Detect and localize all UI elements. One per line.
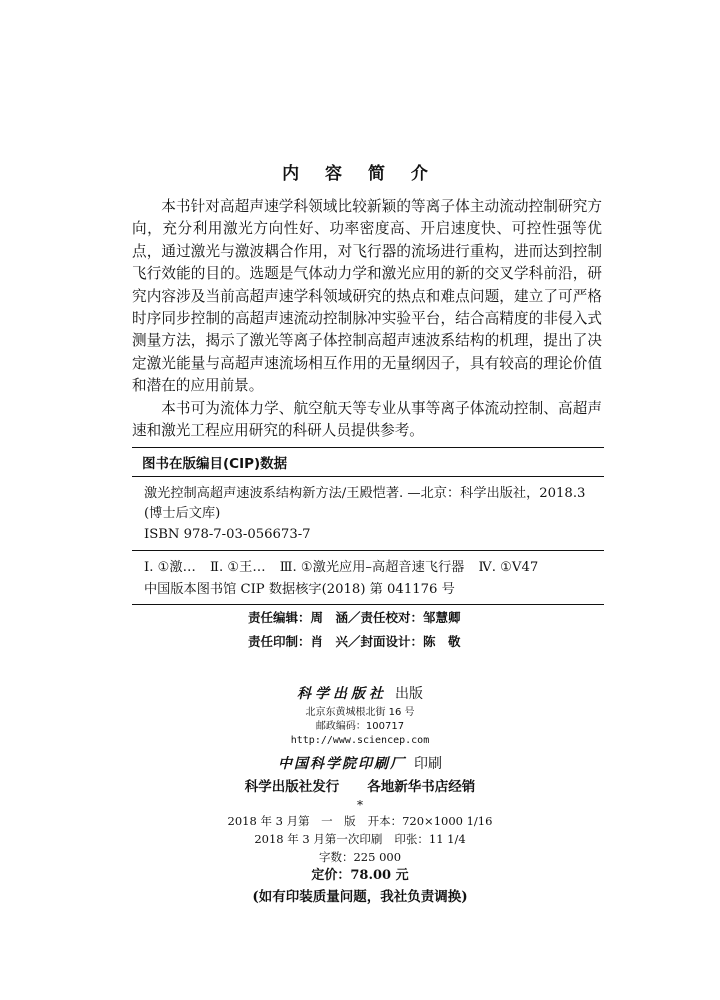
publisher-postcode: 邮政编码：100717 xyxy=(315,721,405,732)
abstract-paragraph: 本书可为流体力学、航空航天等专业从事等离子体流动控制、高超声速和激光工程应用研究的科研人员提供参考。 xyxy=(132,399,602,440)
divider xyxy=(132,604,604,605)
abstract xyxy=(132,196,602,442)
quality-note: (如有印装质量问题，我社负责调换) xyxy=(252,889,468,905)
issuer: 科学出版社发行 xyxy=(244,779,340,795)
page-title: 内 容 简 介 xyxy=(282,164,438,184)
printer-name: 中国科学院印刷厂 xyxy=(278,756,406,772)
cip-heading: 图书在版编目(CIP)数据 xyxy=(142,456,288,472)
edition: 2018 年 3 月第 一 版 xyxy=(227,814,356,828)
price: 定价：78.00 元 xyxy=(311,868,409,883)
publisher-address: 北京东黄城根北街 16 号 xyxy=(305,707,415,718)
distribution-line xyxy=(0,776,720,798)
sheets: 印张：11 1/4 xyxy=(394,832,466,846)
credits-row: 责任印制：肖 兴／封面设计：陈 敬 xyxy=(248,634,461,649)
printing-line xyxy=(0,830,720,848)
classification-item: Ⅱ. ①王… xyxy=(210,560,266,575)
separator-star: * xyxy=(357,798,363,812)
publisher-line xyxy=(0,682,720,706)
seller: 各地新华书店经销 xyxy=(367,779,476,795)
classification-item: Ⅰ. ①激… xyxy=(144,560,196,575)
cip-isbn: ISBN 978-7-03-056673-7 xyxy=(144,527,311,542)
classification-item: Ⅲ. ①激光应用–高超音速飞行器 xyxy=(279,560,465,575)
format: 开本：720×1000 1/16 xyxy=(367,814,493,828)
publish-label: 出版 xyxy=(395,686,423,702)
cip-classification xyxy=(132,551,604,578)
printer-line xyxy=(0,752,720,776)
cip-block xyxy=(132,447,604,605)
publisher-name: 科学出版社 xyxy=(297,686,387,702)
credits xyxy=(248,606,548,654)
credits-row: 责任编辑：周 涵／责任校对：邹慧卿 xyxy=(248,610,461,625)
classification-item: Ⅳ. ①V47 xyxy=(478,560,539,575)
cip-approval: 中国版本图书馆 CIP 数据核字(2018) 第 041176 号 xyxy=(144,582,455,597)
printing: 2018 年 3 月第一次印刷 xyxy=(254,832,383,846)
cip-entry: 激光控制高超声速波系结构新方法/王殿恺著. —北京：科学出版社，2018.3 (博士后文库) xyxy=(144,486,586,521)
publisher-website: http://www.sciencep.com xyxy=(290,735,430,746)
edition-line xyxy=(0,812,720,830)
word-count: 字数：225 000 xyxy=(318,850,402,864)
print-label: 印刷 xyxy=(414,756,442,772)
abstract-paragraph: 本书针对高超声速学科领域比较新颖的等离子体主动流动控制研究方向，充分利用激光方向性好、功率密度高、开启速度快、可控性强等优点，通过激光与激波耦合作用，对飞行器的流场进行重构，进而达到控制飞行效能的目的。选题是气体动力学和激光应用的新的交叉学科前沿，研究内容涉及当前高超声速学科领域研究的热点和难点问题，建立了可严格时序同步控制的高超声速流动控制脉冲实验平台，结合高精度的非侵入式测量方法，揭示了激光等离子体控制高超声速波系结构的机理，提出了决定激光能量与高超声速流场相互作用的无量纲因子，具有较高的理论价值和潜在的应用前景。 xyxy=(132,198,602,395)
imprint xyxy=(0,682,720,908)
